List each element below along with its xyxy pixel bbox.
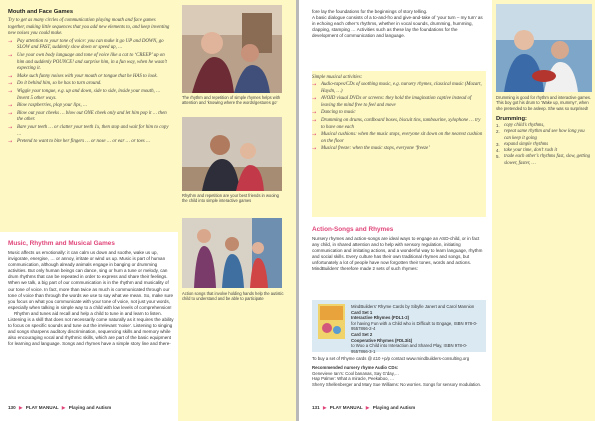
order-text: To buy a set of Rhyme cards @ £10 +p/p contact www.mindbuilders-consulting.org xyxy=(312,356,470,361)
recommended-line: Genevieve Ian’s: Cool bananas, Say G’day,… xyxy=(312,370,400,376)
footer-section: Playing and Autism xyxy=(68,405,112,410)
right-photo-column xyxy=(492,0,595,421)
arrow-icon: ▶ xyxy=(365,405,370,410)
drumming-title: Drumming: xyxy=(496,116,527,122)
tip-item: → Bare your teeth … or clatter your teeth 1x, then stop and wait for him to copy … xyxy=(8,125,172,138)
tip-item: → Wiggle your tongue, e.g. up and down, side to side, inside your mouth, … Invent 5 other ways. xyxy=(8,89,172,102)
mouth-games-tips xyxy=(8,39,172,146)
drumming-caption: Drumming is good for rhythm and interactive games. This boy got his drum to ‘Wake up, mummy!’, when she pretended to be asleep. She was so surprised! xyxy=(496,95,592,111)
photo-drumming-image xyxy=(496,4,592,92)
left-text-column xyxy=(0,0,178,421)
drumming-item: 5. trade each other’s rhythms fast, slow, getting slower, faster, … xyxy=(496,154,590,166)
caption-action-songs: Action songs that involve holding hands help the autistic child to understand and be able to participate xyxy=(182,291,284,302)
right-intro: fore lay the foundations for the beginnings of story telling. A basic dialogue consists of a to-and-fro and give-and-take of ‘your turn – my turn’ as in echoing each other’s rhythms, whether in vocal sounds, drumming, humming, clapping, stamping … Activities such as these lay the foundations for the development of communication and language. xyxy=(312,9,483,39)
photo-action-songs-image xyxy=(182,218,282,288)
activity-item: → Musical cushions: when the music stops, everyone sit down on the nearest cushion on the floor xyxy=(312,132,483,145)
page-number: 130 xyxy=(8,405,16,410)
activities-title: Simple musical activities: xyxy=(312,75,363,80)
caption-repetition: Rhythm and repetition are your best friends in wooing the child into simple interactive games xyxy=(182,193,279,204)
action-songs-text: Nursery rhymes and action-songs are ideal ways to engage an ASD-child, or in fact any child, in shared attention and to help with sensory regulation, initiating communication and imitating actions, and a wonderful way to learn language, rhythm and social skills. Every culture has their own traditional rhymes and songs, but unfortunately a lot of people have now forgotten their tones, words and actions. MindBuilders’ therefore made 2 sets of such rhymes: xyxy=(312,236,483,272)
drumming-box xyxy=(496,116,592,167)
photo-rhyme-image xyxy=(182,5,282,93)
footer-manual: PLAY MANUAL xyxy=(329,405,363,410)
rhyme-cards-text xyxy=(351,304,484,354)
right-footer xyxy=(312,405,415,411)
music-paragraph: Music affects us emotionally: it can calm us down and soothe, wake us up, invigorate, energise, … or annoy, irritate or wind us up. Music is part of human communication, although already animals engage in banging or drumming activities. But only human beings can dance, sing or hum a tune or melody, can drum rhythms that can be repeated in order to express and share their feelings. When we talk, a big part of our communication is in the rhythm and musicality of our tone of voice. In fact, more than twice as much is communicated through our tone of voice than through the words we use to say what we mean. So, make sure you focus on what you communicate with your tone of voice, not just your words, especially when talking in simple way to a child with low levels of comprehension! xyxy=(8,250,174,310)
tip-item: → Blow raspberries, plop your lips, … xyxy=(8,103,172,110)
rhyme-cards-illustration xyxy=(318,304,345,339)
music-paragraph: Rhythm and tunes aid recall and help a child to tune in and learn to listen. Listening is a skill that does not necessarily come naturally as it requires the ability to focus on specific sounds and tune out the irrelevant ‘noise’. Listening to singing and songs sharpens auditory discrimination, sequencing skills and memory while also encouraging vocal and rhythmic skills, which are part of the basic equipment for learning and language. Songs and rhymes have a simple story line and there- xyxy=(8,310,174,347)
card-set-1-desc: for having Fun with a Child who is Difficult to Engage, ISBN 978-0-9557866-2-4 xyxy=(351,320,478,332)
left-page xyxy=(0,0,296,421)
drumming-item: 2. repeat same rhythm and see how long you can keep it going xyxy=(496,129,585,141)
recommended-cds xyxy=(312,365,486,388)
drumming-list xyxy=(496,123,592,167)
left-photo-column xyxy=(178,0,296,421)
photo-repetition-image xyxy=(182,117,282,191)
drumming-item: 1. copy child’s rhythms, xyxy=(496,123,545,128)
recommended-line: Hap Palmer: What a miracle, Peekaboo, … xyxy=(312,376,395,382)
activities-list xyxy=(312,82,483,153)
action-songs-section xyxy=(312,226,486,273)
left-footer xyxy=(8,405,111,411)
recommended-title: Recommended nursery rhyme Audio CDs: xyxy=(312,365,399,370)
drumming-item: 3. expand simple rhythms xyxy=(496,141,549,147)
footer-section: Playing and Autism xyxy=(372,405,416,410)
card-set-2-label: Card Set 2 xyxy=(351,331,373,337)
mouth-games-intro: Try to get as many circles of communication playing mouth and face games together, making little sequences that you add new elements to, and keep inventing new noises you could make. xyxy=(8,18,170,37)
tip-item: → Make such funny noises with your mouth or tongue that he HAS to look. xyxy=(8,74,172,81)
recommended-line: Sherry Shellenberger and Mary Sue Williams: No worries. Songs for sensory modulation. xyxy=(312,382,482,388)
rhyme-cards-image xyxy=(318,304,345,339)
footer-manual: PLAY MANUAL xyxy=(25,405,59,410)
mouth-games-box xyxy=(0,0,178,232)
activity-item: → Drumming on drums, cardboard boxes, biscuit tins, tambourine, xylophone … try to have one each xyxy=(312,118,483,131)
card-set-1-label: Card Set 1 xyxy=(351,309,373,315)
card-set-2-title: Cooperative Rhymes (FDL3/4) xyxy=(351,337,413,343)
arrow-icon: ▶ xyxy=(61,405,66,410)
activities-box xyxy=(312,71,486,217)
tip-item: → Do it behind him, so he has to turn around. xyxy=(8,81,172,88)
activity-item: → Dancing to music xyxy=(312,110,483,117)
action-songs-title: Action-Songs and Rhymes xyxy=(312,226,394,233)
activity-item: → AVOID visual DVDs or screens: they hold the imagination captive instead of leaving the mind free to feel and move xyxy=(312,96,483,109)
mouth-games-title: Mouth and Face Games xyxy=(8,9,74,15)
caption-rhyme: The rhythm and repetition of simple rhymes helps with attention and ‘knowing where the words/gestures go’ xyxy=(182,95,281,106)
card-set-1-title: Interactive Rhymes (FDL1-2) xyxy=(351,315,410,321)
activity-item: → Musical freeze: when the music stops, everyone ‘freeze’ xyxy=(312,146,483,153)
tip-item: → Pretend to want to bite her fingers … or nose … or ear … or toes … xyxy=(8,139,172,146)
photo-drumming xyxy=(496,4,592,92)
photo-action-songs xyxy=(182,218,282,288)
rhyme-cards-box xyxy=(312,300,486,352)
photo-repetition xyxy=(182,117,282,191)
music-title: Music, Rhythm and Musical Games xyxy=(8,240,115,247)
cards-heading: MindBuilders’ Rhyme Cards by Sibylle Janert and Carol Mannion xyxy=(351,304,475,309)
music-section xyxy=(8,240,174,348)
right-text-column xyxy=(312,0,486,421)
activity-item: → Audio-tapes/CDs of soothing music, e.g. nursery rhymes, classical music (Mozart, Haydn, …) xyxy=(312,82,483,95)
tip-item: → Blow out your cheeks … blow out ONE cheek only and let him pop it … then the other. xyxy=(8,111,172,124)
arrow-icon: ▶ xyxy=(322,405,327,410)
arrow-icon: ▶ xyxy=(18,405,23,410)
card-set-2-desc: to Woo a Child into Interaction and Shared Play, ISBN 978-0-9557866-3-1 xyxy=(351,343,468,354)
drumming-item: 4. take your time, don’t rush it xyxy=(496,148,558,154)
photo-rhyme xyxy=(182,5,282,93)
tip-item: → Use your own body language and tone of voice like a cat to ‘CREEP’ up on him and suddenly POUNCE! and surprise him, in a fun way, when he wasn’t expecting it. xyxy=(8,53,172,73)
right-page xyxy=(299,0,595,421)
page-number: 131 xyxy=(312,405,320,410)
tip-item: → Pay attention to your tone of voice: you can make it go UP and DOWN, go SLOW and FAST, suddenly slow down or speed up, … xyxy=(8,39,172,52)
